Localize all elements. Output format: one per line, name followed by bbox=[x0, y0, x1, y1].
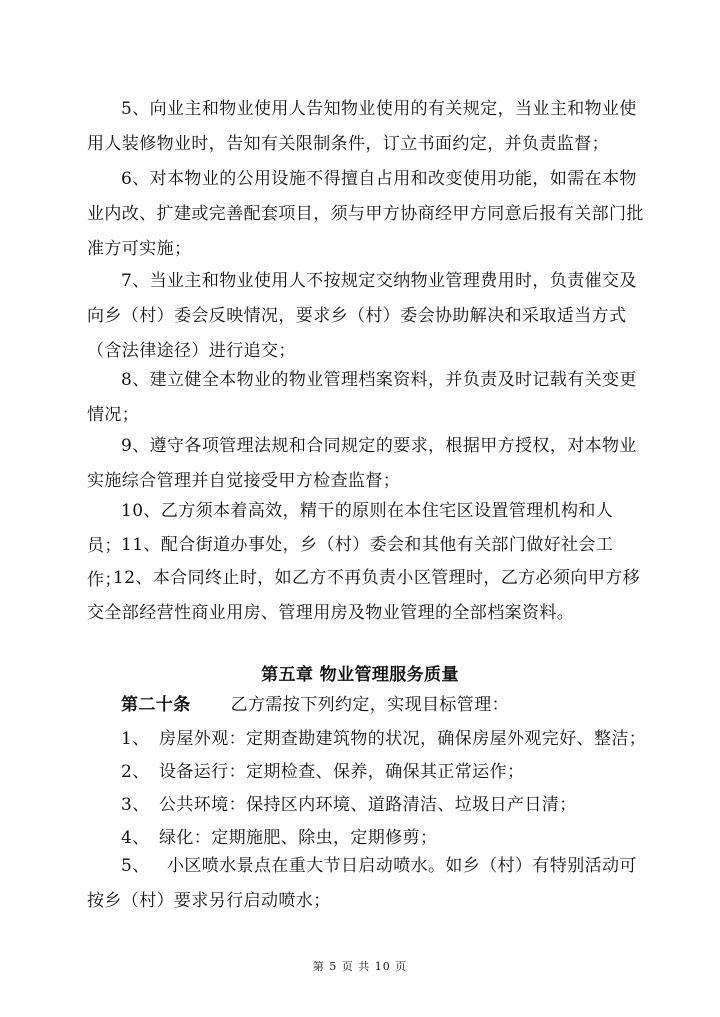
target-text: 设备运行：定期检查、保养，确保其正常运作； bbox=[159, 762, 525, 782]
target-number: 2、 bbox=[121, 762, 150, 782]
paragraph-item-9: 9、遵守各项管理法规和合同规定的要求，根据甲方授权，对本物业实施综合管理并自觉接受甲方检查监督； bbox=[87, 436, 637, 491]
target-text: 公共环境：保持区内环境、道路清洁、垃圾日产日清； bbox=[159, 795, 577, 815]
target-item-5 bbox=[87, 849, 647, 919]
target-item-2 bbox=[121, 757, 524, 782]
article-label: 第二十条 bbox=[121, 695, 191, 715]
target-number: 1、 bbox=[121, 729, 150, 749]
target-number: 4、 bbox=[121, 828, 150, 848]
target-text: 房屋外观：定期查勘建筑物的状况，确保房屋外观完好、整洁； bbox=[159, 729, 647, 749]
target-item-3 bbox=[121, 790, 577, 815]
article-text: 乙方需按下列约定，实现目标管理： bbox=[230, 695, 510, 715]
chapter-title: 第五章 物业管理服务质量 bbox=[261, 665, 459, 685]
paragraph-item-7: 7、当业主和物业使用人不按规定交纳物业管理费用时，负责催交及向乡（村）委会反映情况，要求乡（村）委会协助解决和采取适当方式（含法律途径）进行追交； bbox=[87, 271, 637, 361]
paragraph-item-5: 5、向业主和物业使用人告知物业使用的有关规定，当业主和物业使用人装修物业时，告知有关限制条件，订立书面约定，并负责监督； bbox=[87, 99, 637, 154]
target-text: 绿化：定期施肥、除虫，定期修剪； bbox=[159, 828, 438, 848]
article-20 bbox=[121, 690, 509, 715]
target-number: 3、 bbox=[121, 795, 150, 815]
paragraph-item-6: 6、对本物业的公用设施不得擅自占用和改变使用功能，如需在本物业内改、扩建或完善配套项目，须与甲方协商经甲方同意后报有关部门批准方可实施； bbox=[87, 169, 644, 259]
target-text: 小区喷水景点在重大节日启动喷水。如乡（村）有特别活动可按乡（村）要求另行启动喷水； bbox=[87, 856, 637, 911]
page-footer: 第 5 页 共 10 页 bbox=[312, 960, 408, 973]
paragraph-item-10: 10、乙方须本着高效，精干的原则在本住宅区设置管理机构和人员； bbox=[87, 501, 614, 556]
target-item-4 bbox=[121, 823, 437, 848]
target-item-1 bbox=[121, 724, 646, 749]
paragraph-item-12: 12、本合同终止时，如乙方不再负责小区管理时，乙方必须向甲方移交全部经营性商业用房、管理用房及物业管理的全部档案资料。 bbox=[87, 568, 641, 623]
paragraph-item-8: 8、建立健全本物业的物业管理档案资料，并负责及时记载有关变更情况； bbox=[87, 370, 637, 425]
target-number: 5、 bbox=[121, 856, 150, 876]
paragraph-item-11: 11、配合街道办事处，乡（村）委会和其他有关部门做好社会工作； bbox=[87, 535, 614, 590]
